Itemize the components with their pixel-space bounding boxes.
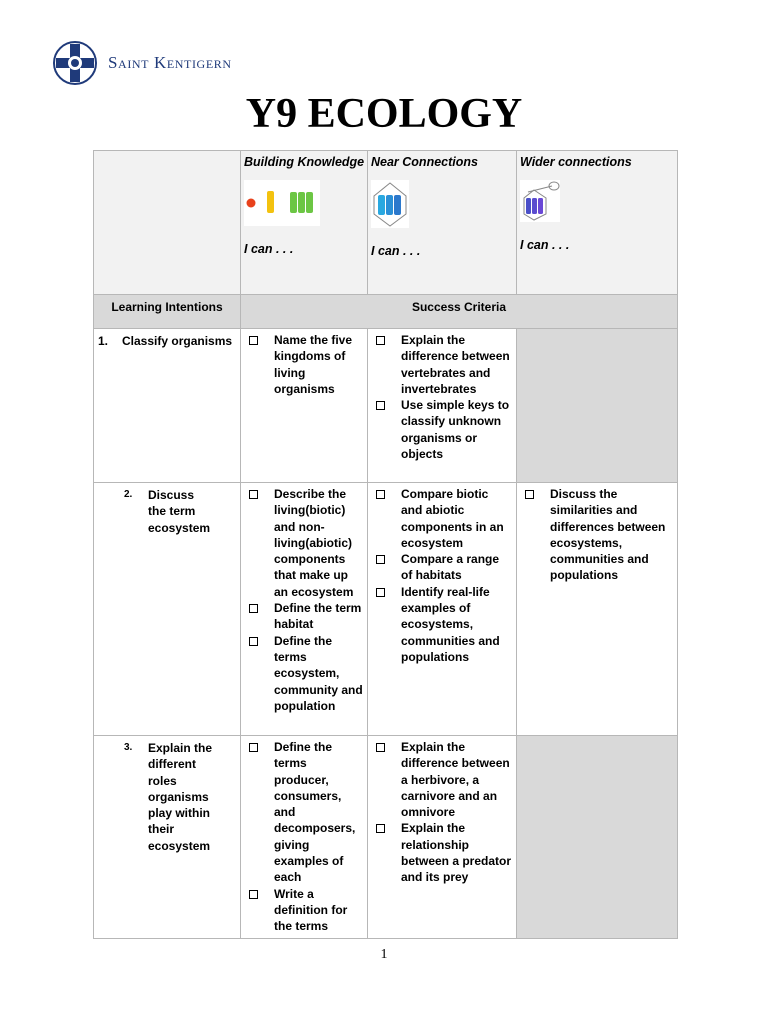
wider-connections-title: Wider connections [520,155,632,169]
intention-number: 3. [124,742,133,753]
list-item: Define the terms ecosystem, community and population [249,633,363,714]
near-connections-title: Near Connections [371,155,478,169]
checkbox-icon [249,890,258,899]
section-header-row [94,295,678,329]
near-connections-icon [371,180,409,228]
wider-ican: I can . . . [520,238,570,252]
intention-text: Classify organisms [122,334,233,348]
list-item: Discuss the similarities and differences between ecosystems, communities and populations [525,486,673,584]
building-criteria-cell [241,736,368,939]
list-item: Write a definition for the terms [249,886,363,935]
table-row [94,329,678,483]
list-item: Explain the relationship between a predator and its prey [376,820,512,885]
learning-intention-cell [94,483,241,736]
list-item: Describe the living(biotic) and non-living(abiotic) components that make up an ecosystem [249,486,363,600]
checkbox-icon [249,336,258,345]
intention-number: 1. [98,334,109,348]
checkbox-icon [376,588,385,597]
intention-text: Explain the different roles organisms play within their ecosystem [148,741,213,853]
checkbox-icon [249,637,258,646]
learning-intentions-header: Learning Intentions [94,295,241,329]
wider-criteria-cell-empty [517,736,678,939]
learning-intention-cell [94,329,241,483]
building-knowledge-icon [244,180,320,226]
list-item: Compare a range of habitats [376,551,512,584]
checkbox-icon [525,490,534,499]
building-knowledge-header [241,151,368,295]
building-knowledge-title: Building Knowledge [244,155,365,169]
wider-connections-icon [520,180,560,222]
checkbox-icon [376,824,385,833]
building-ican: I can . . . [244,242,294,256]
wider-criteria-cell [517,483,678,736]
checkbox-icon [249,743,258,752]
checkbox-icon [376,401,385,410]
columns-header-row [94,151,678,295]
page-number: 1 [380,947,388,962]
school-header [52,40,232,86]
list-item: Define the term habitat [249,600,363,633]
checkbox-icon [249,490,258,499]
list-item: Explain the difference between vertebrates and invertebrates [376,332,512,397]
school-crest-icon [52,40,98,86]
table-row [94,736,678,939]
checkbox-icon [376,336,385,345]
list-item: Name the five kingdoms of living organisms [249,332,363,397]
learning-intention-cell [94,736,241,939]
list-item: Define the terms producer, consumers, and decomposers, giving examples of each [249,739,363,886]
checkbox-icon [376,555,385,564]
list-item: Identify real-life examples of ecosystems, communities and populations [376,584,512,665]
near-ican: I can . . . [371,244,421,258]
page-title: Y9 ECOLOGY [245,91,523,137]
wider-criteria-cell-empty [517,329,678,483]
building-criteria-cell [241,329,368,483]
near-criteria-cell [368,736,517,939]
list-item: Use simple keys to classify unknown organisms or objects [376,397,512,462]
intention-text: Discuss the term ecosystem [148,488,211,535]
checkbox-icon [249,604,258,613]
empty-header-cell [94,151,241,295]
wider-connections-header [517,151,678,295]
list-item: Explain the difference between a herbivore, a carnivore and an omnivore [376,739,512,820]
ecology-table [93,150,678,939]
school-name: Saint Kentigern [108,53,232,72]
building-criteria-cell [241,483,368,736]
checkbox-icon [376,490,385,499]
success-criteria-header: Success Criteria [241,295,678,329]
intention-number: 2. [124,489,133,500]
table-row [94,483,678,736]
near-connections-header [368,151,517,295]
checkbox-icon [376,743,385,752]
near-criteria-cell [368,329,517,483]
list-item: Compare biotic and abiotic components in an ecosystem [376,486,512,551]
near-criteria-cell [368,483,517,736]
